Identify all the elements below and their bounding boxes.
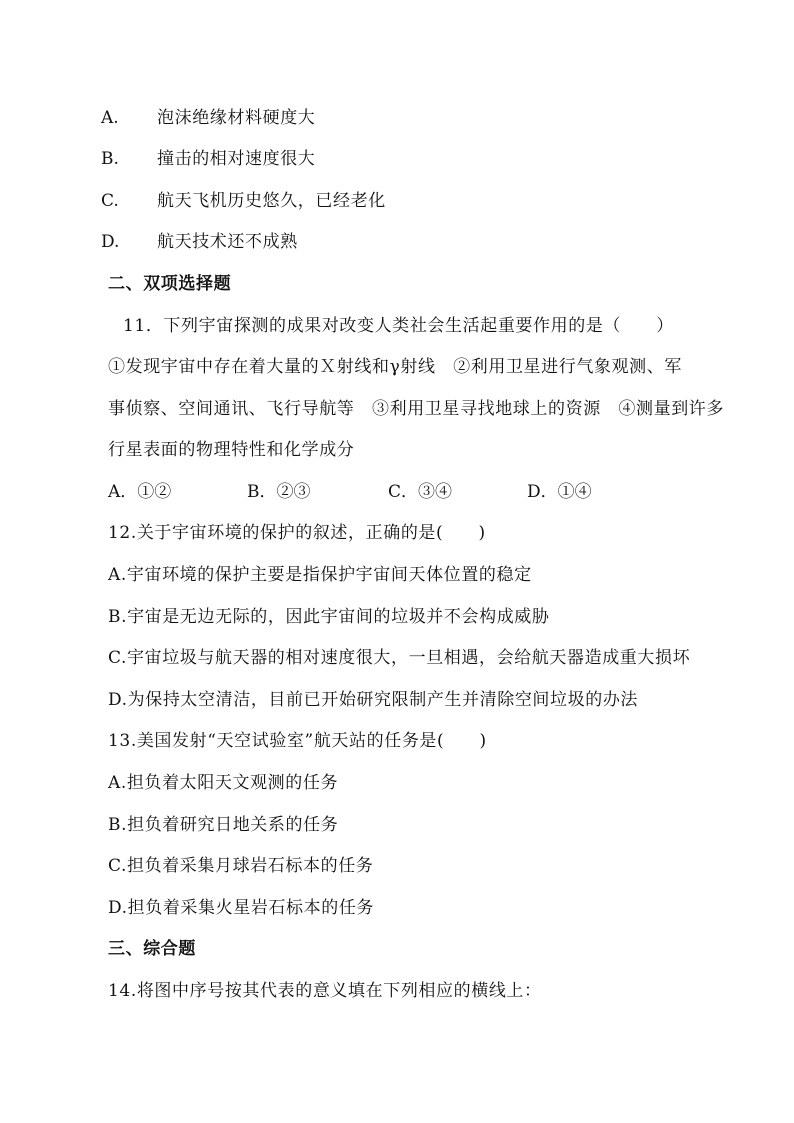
question-13-option-a: A.担负着太阳天文观测的任务	[108, 773, 339, 793]
question-13-option-d: D.担负着采集火星岩石标本的任务	[108, 898, 375, 918]
question-11-option-c: C．③④	[388, 482, 453, 502]
option-letter-d: D.	[101, 232, 120, 252]
option-text-d: 航天技术还不成熟	[157, 232, 298, 252]
option-letter-a: A.	[101, 108, 119, 128]
option-letter-b: B.	[101, 149, 119, 169]
option-text-c: 航天飞机历史悠久，已经老化	[157, 191, 386, 211]
question-14-stem: 14.将图中序号按其代表的意义填在下列相应的横线上：	[108, 981, 542, 1001]
question-12-option-b: B.宇宙是无边无际的，因此宇宙间的垃圾并不会构成威胁	[108, 607, 550, 627]
question-11-body-line-3: 行星表面的物理特性和化学成分	[108, 440, 355, 460]
option-text-b: 撞击的相对速度很大	[157, 149, 316, 169]
question-12-option-a: A.宇宙环境的保护主要是指保护宇宙间天体位置的稳定	[108, 565, 532, 585]
question-11-body-line-1: ①发现宇宙中存在着大量的Ｘ射线和γ射线 ②利用卫星进行气象观测、军	[108, 357, 682, 377]
question-11-body-line-2: 事侦察、空间通讯、飞行导航等 ③利用卫星寻找地球上的资源 ④测量到许多	[108, 399, 724, 419]
question-13-stem: 13.美国发射“天空试验室”航天站的任务是( )	[108, 731, 487, 751]
section-heading-double-choice: 二、双项选择题	[108, 274, 232, 294]
question-12-stem: 12.关于宇宙环境的保护的叙述，正确的是( )	[108, 523, 486, 543]
section-heading-comprehensive: 三、综合题	[108, 939, 196, 959]
question-11-stem: 11．下列宇宙探测的成果对改变人类社会生活起重要作用的是（ ）	[123, 316, 674, 336]
option-letter-c: C.	[101, 191, 119, 211]
question-13-option-b: B.担负着研究日地关系的任务	[108, 815, 339, 835]
question-12-option-c: C.宇宙垃圾与航天器的相对速度很大，一旦相遇，会给航天器造成重大损坏	[108, 648, 691, 668]
question-11-option-d: D．①④	[527, 482, 592, 502]
option-text-a: 泡沫绝缘材料硬度大	[157, 108, 316, 128]
question-11-option-a: A．①②	[108, 482, 172, 502]
question-11-option-b: B．②③	[247, 482, 311, 502]
question-13-option-c: C.担负着采集月球岩石标本的任务	[108, 856, 374, 876]
question-12-option-d: D.为保持太空清洁，目前已开始研究限制产生并清除空间垃圾的办法	[108, 690, 639, 710]
